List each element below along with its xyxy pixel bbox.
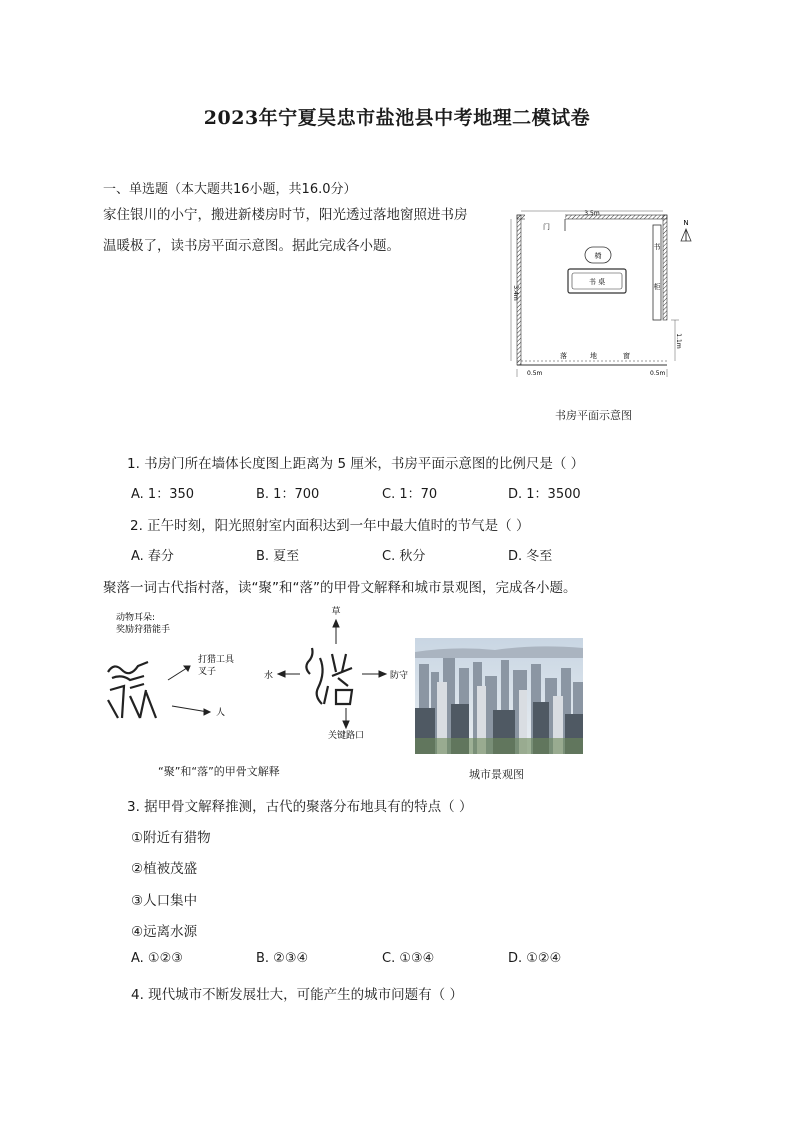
q3-option-a[interactable]: A. ①②③: [131, 951, 183, 966]
q3-item-4: ④远离水源: [131, 924, 198, 940]
floorplan-caption: 书房平面示意图: [555, 409, 632, 422]
label-defense: 防守: [390, 671, 409, 681]
oracle-bone-diagram: [100, 600, 410, 760]
label-grass: 草: [331, 607, 341, 617]
door-label: 门: [543, 223, 550, 231]
question-2: 2. 正午时刻，阳光照射室内面积达到一年中最大值时的节气是（ ）: [130, 518, 530, 534]
q2-option-a[interactable]: A. 春分: [131, 549, 174, 564]
q3-option-c[interactable]: C. ①③④: [382, 951, 435, 966]
q3-option-d[interactable]: D. ①②④: [508, 951, 562, 966]
window-label-1: 落: [560, 352, 567, 360]
section-heading: 一、单选题（本大题共16小题，共16.0分）: [103, 182, 357, 197]
question-1: 1. 书房门所在墙体长度图上距离为 5 厘米，书房平面示意图的比例尺是（ ）: [127, 456, 585, 472]
height-label: 3.4m: [512, 285, 519, 301]
label-road: 关键路口: [327, 731, 365, 741]
label-animal-ear: 动物耳朵:: [116, 613, 156, 623]
intro-line-2: 温暖极了，读书房平面示意图。据此完成各小题。: [103, 238, 400, 254]
intro-paragraph-2: 聚落一词古代指村落，读“聚”和“落”的甲骨文解释和城市景观图，完成各小题。: [103, 580, 577, 596]
window-label-3: 窗: [623, 352, 630, 360]
floorplan-diagram: [505, 205, 705, 385]
east-wall: [663, 215, 667, 320]
ju-glyph: [108, 662, 156, 718]
margin-right-label: 0.5m: [650, 370, 666, 377]
door-gap: [525, 214, 565, 220]
question-4: 4. 现代城市不断发展壮大，可能产生的城市问题有（ ）: [131, 987, 463, 1003]
q3-item-3: ③人口集中: [131, 893, 198, 909]
q3-item-1: ①附近有猎物: [131, 830, 211, 846]
margin-left-label: 0.5m: [527, 370, 543, 377]
q3-option-b[interactable]: B. ②③④: [256, 951, 309, 966]
side-label: 1.1m: [675, 333, 682, 349]
city-photo: [415, 638, 583, 754]
label-tool: 打猎工具: [198, 655, 235, 665]
label-reward: 奖励狩猎能手: [116, 625, 171, 635]
q2-option-c[interactable]: C. 秋分: [382, 549, 426, 564]
width-label: 3.5m: [584, 210, 600, 217]
window-label-2: 地: [590, 352, 597, 360]
luo-glyph: [306, 648, 352, 704]
city-caption: 城市景观图: [469, 768, 524, 781]
q1-option-a[interactable]: A. 1：350: [131, 487, 195, 502]
shelf-label-1: 书: [653, 243, 661, 251]
q3-item-2: ②植被茂盛: [131, 861, 198, 877]
bookshelf: [653, 225, 661, 320]
shelf-label-2: 柜: [653, 283, 661, 291]
q2-option-b[interactable]: B. 夏至: [256, 549, 300, 564]
desk-label: 书 桌: [588, 278, 606, 286]
label-person: 人: [216, 708, 226, 718]
intro-line-1: 家住银川的小宁，搬进新楼房时节，阳光透过落地窗照进书房: [103, 207, 468, 223]
chair-label: 椅: [594, 252, 602, 260]
intro-paragraph-1: [103, 200, 468, 262]
page-title: 2023年宁夏吴忠市盐池县中考地理二模试卷: [203, 107, 591, 129]
question-3: 3. 据甲骨文解释推测，古代的聚落分布地具有的特点（ ）: [127, 799, 473, 815]
q1-option-d[interactable]: D. 1：3500: [508, 487, 581, 502]
q1-option-c[interactable]: C. 1：70: [382, 487, 438, 502]
q2-option-d[interactable]: D. 冬至: [508, 549, 553, 564]
label-fork: 叉子: [198, 667, 217, 677]
north-label: N: [683, 219, 689, 227]
q1-option-b[interactable]: B. 1：700: [256, 487, 320, 502]
oracle-caption: “聚”和“落”的甲骨文解释: [158, 765, 280, 778]
label-water: 水: [264, 671, 274, 681]
